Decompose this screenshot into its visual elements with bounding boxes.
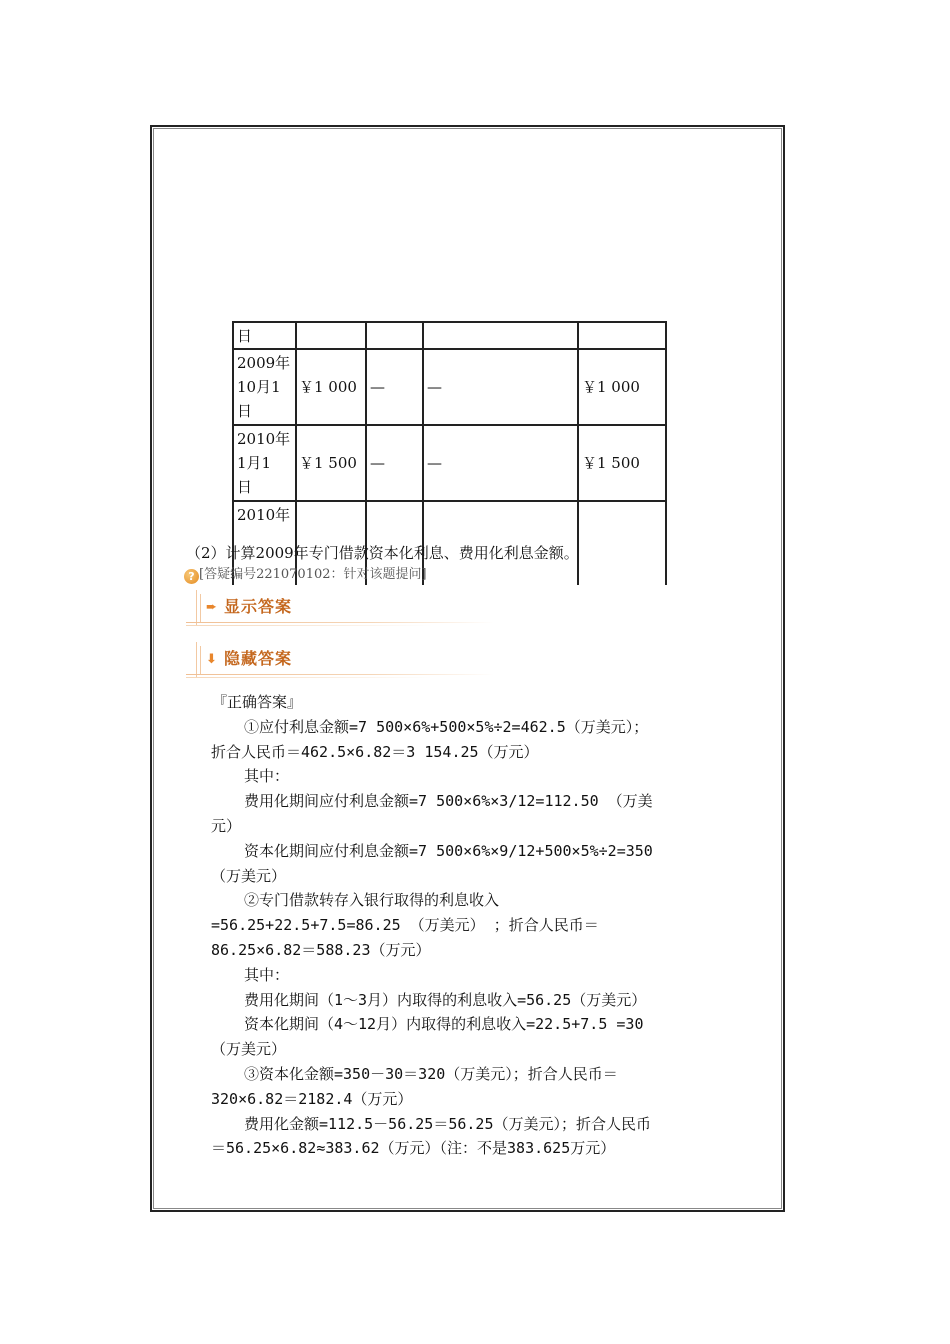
answer-line: 资本化期间应付利息金额=7 500×6%×9/12+500×5%÷2=350 — [244, 841, 653, 860]
divider — [186, 674, 494, 675]
table-cell: ￥1 000 — [295, 350, 365, 426]
question-help-icon[interactable]: ? — [184, 569, 199, 584]
show-answer-button[interactable] — [186, 590, 494, 626]
answer-line: （万美元） — [211, 1040, 287, 1059]
table-cell — [295, 323, 365, 350]
answer-line: 其中： — [244, 965, 290, 984]
answer-line: 费用化期间应付利息金额=7 500×6%×3/12=112.50 （万美 — [244, 792, 653, 811]
answer-heading: 『正确答案』 — [212, 693, 303, 711]
answer-body — [211, 690, 691, 1161]
answer-line: =56.25+22.5+7.5=86.25 （万美元） ；折合人民币＝ — [211, 916, 599, 935]
hide-answer-button[interactable] — [186, 642, 494, 678]
table-row — [232, 350, 667, 426]
table-cell — [422, 323, 577, 350]
divider — [196, 642, 197, 678]
question-ref[interactable] — [184, 566, 427, 584]
answer-line: 元） — [211, 816, 242, 835]
answer-line: ＝56.25×6.82≈383.62（万元）（注：不是383.625万元） — [211, 1139, 616, 1158]
divider — [200, 646, 201, 674]
answer-line: 86.25×6.82＝588.23（万元） — [211, 940, 431, 959]
answer-line: 折合人民币＝462.5×6.82＝3 154.25（万元） — [211, 742, 539, 761]
table-cell: ￥1 000 — [577, 350, 667, 426]
answer-line: 320×6.82＝2182.4（万元） — [211, 1089, 413, 1108]
divider — [186, 677, 494, 678]
question-text: （2）计算2009年专门借款资本化利息、费用化利息金额。 — [186, 544, 579, 562]
answer-line: 其中： — [244, 767, 290, 786]
table-cell-date: 2009年 10月1 日 — [232, 350, 295, 426]
divider — [200, 594, 201, 622]
answer-line: 资本化期间（4～12月）内取得的利息收入=22.5+7.5 =30 — [244, 1015, 644, 1034]
divider — [186, 625, 494, 626]
table-cell-date: 2010年 1月1 日 — [232, 426, 295, 502]
table-row — [232, 426, 667, 502]
answer-line: ②专门借款转存入银行取得的利息收入 — [244, 891, 500, 910]
table-cell: ￥1 500 — [295, 426, 365, 502]
table-cell: — — [365, 350, 422, 426]
arrow-right-icon: ➨ — [206, 600, 217, 615]
table-cell: ￥1 500 — [577, 426, 667, 502]
table-cell: — — [365, 426, 422, 502]
answer-line: 费用化金额=112.5－56.25＝56.25（万美元）；折合人民币 — [244, 1114, 651, 1133]
table-cell-date: 2010年 — [232, 502, 295, 585]
table-cell-date: 日 — [232, 323, 295, 350]
table-cell — [365, 323, 422, 350]
answer-line: 费用化期间（1～3月）内取得的利息收入=56.25（万美元） — [244, 990, 647, 1009]
arrow-down-icon: ⬇ — [206, 652, 217, 667]
table-cell — [577, 323, 667, 350]
divider — [186, 622, 494, 623]
answer-line: ③资本化金额=350－30＝320（万美元）；折合人民币＝ — [244, 1064, 618, 1083]
table-cell — [577, 502, 667, 585]
divider — [196, 590, 197, 626]
answer-line: ①应付利息金额=7 500×6%+500×5%÷2=462.5（万美元）； — [244, 717, 649, 736]
table-row — [232, 323, 667, 350]
question-ref-link[interactable]: [答疑编号221070102：针对该题提问] — [199, 567, 427, 582]
show-answer-label: 显示答案 — [224, 597, 293, 616]
table-cell: — — [422, 350, 577, 426]
answer-line: （万美元） — [211, 866, 287, 885]
hide-answer-label: 隐藏答案 — [224, 649, 293, 668]
table-cell: — — [422, 426, 577, 502]
